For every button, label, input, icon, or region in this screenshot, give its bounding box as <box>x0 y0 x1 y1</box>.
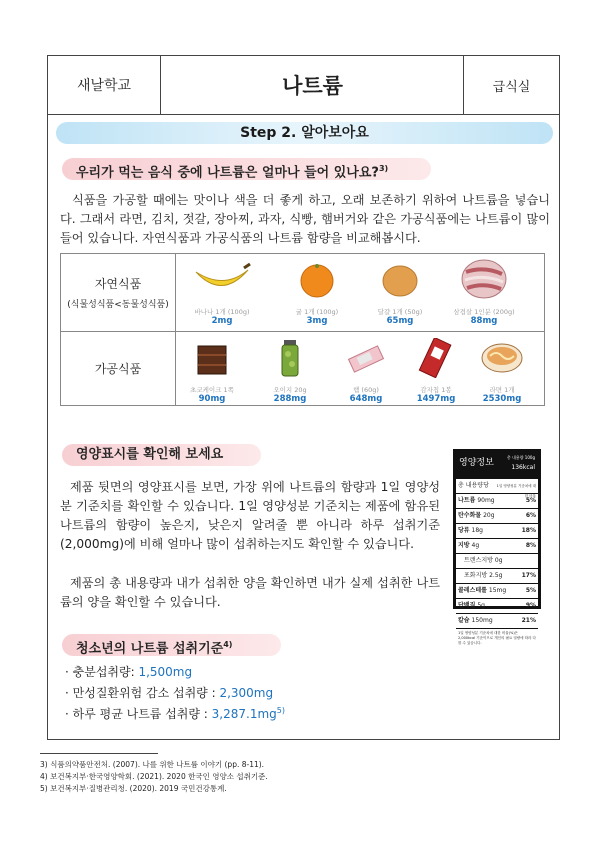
food-item <box>448 258 520 326</box>
section1-heading <box>62 158 431 180</box>
food-sodium: 65mg <box>386 316 414 326</box>
food-sodium: 90mg <box>198 394 226 404</box>
section1-heading-text: 우리가 먹는 음식 중에 나트륨은 얼마나 들어 있나요? <box>76 165 379 181</box>
intake-bullet: · 만성질환위험 감소 섭취량 : 2,300mg <box>65 686 274 700</box>
nutrition-row: 지방 4g 8% <box>456 538 538 553</box>
sodium-comparison-table <box>60 253 545 406</box>
page-title: 나트륨 <box>282 74 343 98</box>
nutrition-label-title: 영양정보 <box>459 458 494 468</box>
food-item <box>281 260 353 326</box>
banana-icon <box>192 260 252 300</box>
processed-food-items <box>176 332 545 406</box>
food-name: 삼겹살 1인분 (200g) <box>453 308 515 316</box>
footnote: 5) 보건복지부·질병관리청. (2020). 2019 국민건강통계. <box>40 784 227 793</box>
food-item <box>364 260 436 326</box>
tangerine-icon <box>297 260 337 300</box>
food-item <box>400 338 472 404</box>
nutrition-row: 단백질 5g 9% <box>456 598 538 613</box>
worksheet-frame <box>47 55 560 740</box>
school-name: 새날학교 <box>48 56 161 114</box>
food-name: 귤 1개 (100g) <box>295 308 339 316</box>
footnote: 4) 보건복지부·한국영양학회. (2021). 2020 한국인 영양소 섭취기준. <box>40 772 268 781</box>
pickle-jar-icon <box>279 338 301 378</box>
nutrition-label-footnote: 1일 영양성분 기준치에 대한 비율(%)은 2,000kcal 기준이므로 개인의 필요 열량에 따라 다를 수 있습니다. <box>456 628 538 648</box>
chocolate-cake-icon <box>192 338 232 378</box>
section3-heading <box>62 634 281 656</box>
food-name: 라면 1개 <box>489 386 515 394</box>
section1-paragraph: 식품을 가공할 때에는 맛이나 색을 더 좋게 하고, 오래 보존하기 위하여 나트륨을 넣습니다. 그래서 라면, 김치, 젓갈, 장아찌, 과자, 식빵, 햄버거와 같은 가공식품에는 나트륨이 많이 들어 있습니다. 자연식품과 가공식품의 나트륨 함량을 비교해봅시다. <box>60 193 550 245</box>
nutrition-row: 나트륨 90mg 5% <box>456 493 538 508</box>
natural-food-cell <box>61 254 176 332</box>
food-sodium: 88mg <box>470 316 498 326</box>
nutrition-label-kcal: 136kcal <box>511 464 535 471</box>
natural-food-label: 자연식품 <box>94 277 142 291</box>
header-row <box>48 56 559 115</box>
footnote-divider <box>40 753 158 754</box>
food-item <box>254 338 326 404</box>
footnote: 3) 식품의약품안전처. (2007). 나를 위한 나트륨 이야기 (pp. 8-11). <box>40 760 265 769</box>
natural-food-items <box>176 254 545 332</box>
ramen-icon <box>480 338 524 378</box>
food-name: 오이지 20g <box>273 386 307 394</box>
nutrition-facts-label <box>453 449 541 645</box>
food-sodium: 648mg <box>349 394 383 404</box>
nutrition-row: 당류 18g 18% <box>456 523 538 538</box>
nutrition-row: 탄수화물 20g 6% <box>456 508 538 523</box>
nutrition-header-right: 1일 영양성분 기준치에 대한 비율 <box>496 484 536 498</box>
department-name: 급식실 <box>463 56 559 114</box>
nutrition-label-weight: 총 내용량 100g <box>506 455 535 460</box>
nutrition-row: 콜레스테롤 15mg 5% <box>456 583 538 598</box>
food-name: 감자칩 1봉 <box>420 386 452 394</box>
nutrition-row: 칼슘 150mg 21% <box>456 613 538 628</box>
processed-food-cell <box>61 332 176 406</box>
food-name: 초코케이크 1쪽 <box>190 386 234 394</box>
food-sodium: 2530mg <box>482 394 522 404</box>
pork-belly-icon <box>460 258 508 300</box>
nutrition-header-left: 총 내용량당 <box>458 482 489 489</box>
food-sodium: 3mg <box>306 316 328 326</box>
food-item <box>330 338 402 404</box>
egg-icon <box>380 260 420 300</box>
potato-chips-icon <box>414 338 458 378</box>
nutrition-header-row <box>456 478 538 498</box>
food-name: 바나나 1개 (100g) <box>194 308 250 316</box>
food-item <box>466 338 538 404</box>
nutrition-row: 포화지방 2.5g 17% <box>456 568 538 583</box>
food-item <box>176 338 248 404</box>
processed-food-label: 가공식품 <box>94 362 142 376</box>
food-item <box>186 260 258 326</box>
section3-heading-text: 청소년의 나트륨 섭취기준 <box>76 641 224 657</box>
food-sodium: 1497mg <box>416 394 456 404</box>
nutrition-label-header <box>456 452 538 478</box>
food-name: 달걀 1개 (50g) <box>377 308 423 316</box>
intake-bullet: · 하루 평균 나트륨 섭취량 : $3,287.1mg^{5)}$ <box>65 706 285 721</box>
section2-heading: 영양표시를 확인해 보세요 <box>62 444 261 466</box>
section2-paragraph-1: 제품 뒷면의 영양표시를 보면, 가장 위에 나트륨의 함량과 1일 영양성분 기준치를 확인할 수 있습니다. 1일 영양성분 기준치는 제품에 함유된 나트륨의 함량이 높은지, 낮은지 알려줄 뿐 아니라 하루 섭취기준(2,000mg)에 비해 얼마나 많이 섭취하는지도 확인할 수 있습니다. <box>60 480 440 551</box>
food-sodium: 288mg <box>273 394 307 404</box>
intake-bullet: · 충분섭취량: 1,500mg <box>65 665 193 679</box>
natural-food-sub: (식물성식품<동물성식품) <box>67 300 169 310</box>
ham-icon <box>344 338 388 378</box>
nutrition-row: 트랜스지방 0g <box>456 553 538 568</box>
food-sodium: 2mg <box>211 316 233 326</box>
section3-ref: 4) <box>223 640 233 649</box>
step-banner: Step 2. 알아보아요 <box>56 122 553 144</box>
section2-paragraph-2: 제품의 총 내용량과 내가 섭취한 양을 확인하면 내가 실제 섭취한 나트륨의 양을 확인할 수 있습니다. <box>60 576 440 609</box>
food-name: 햄 (60g) <box>353 386 379 394</box>
section1-ref: 3) <box>378 164 389 173</box>
